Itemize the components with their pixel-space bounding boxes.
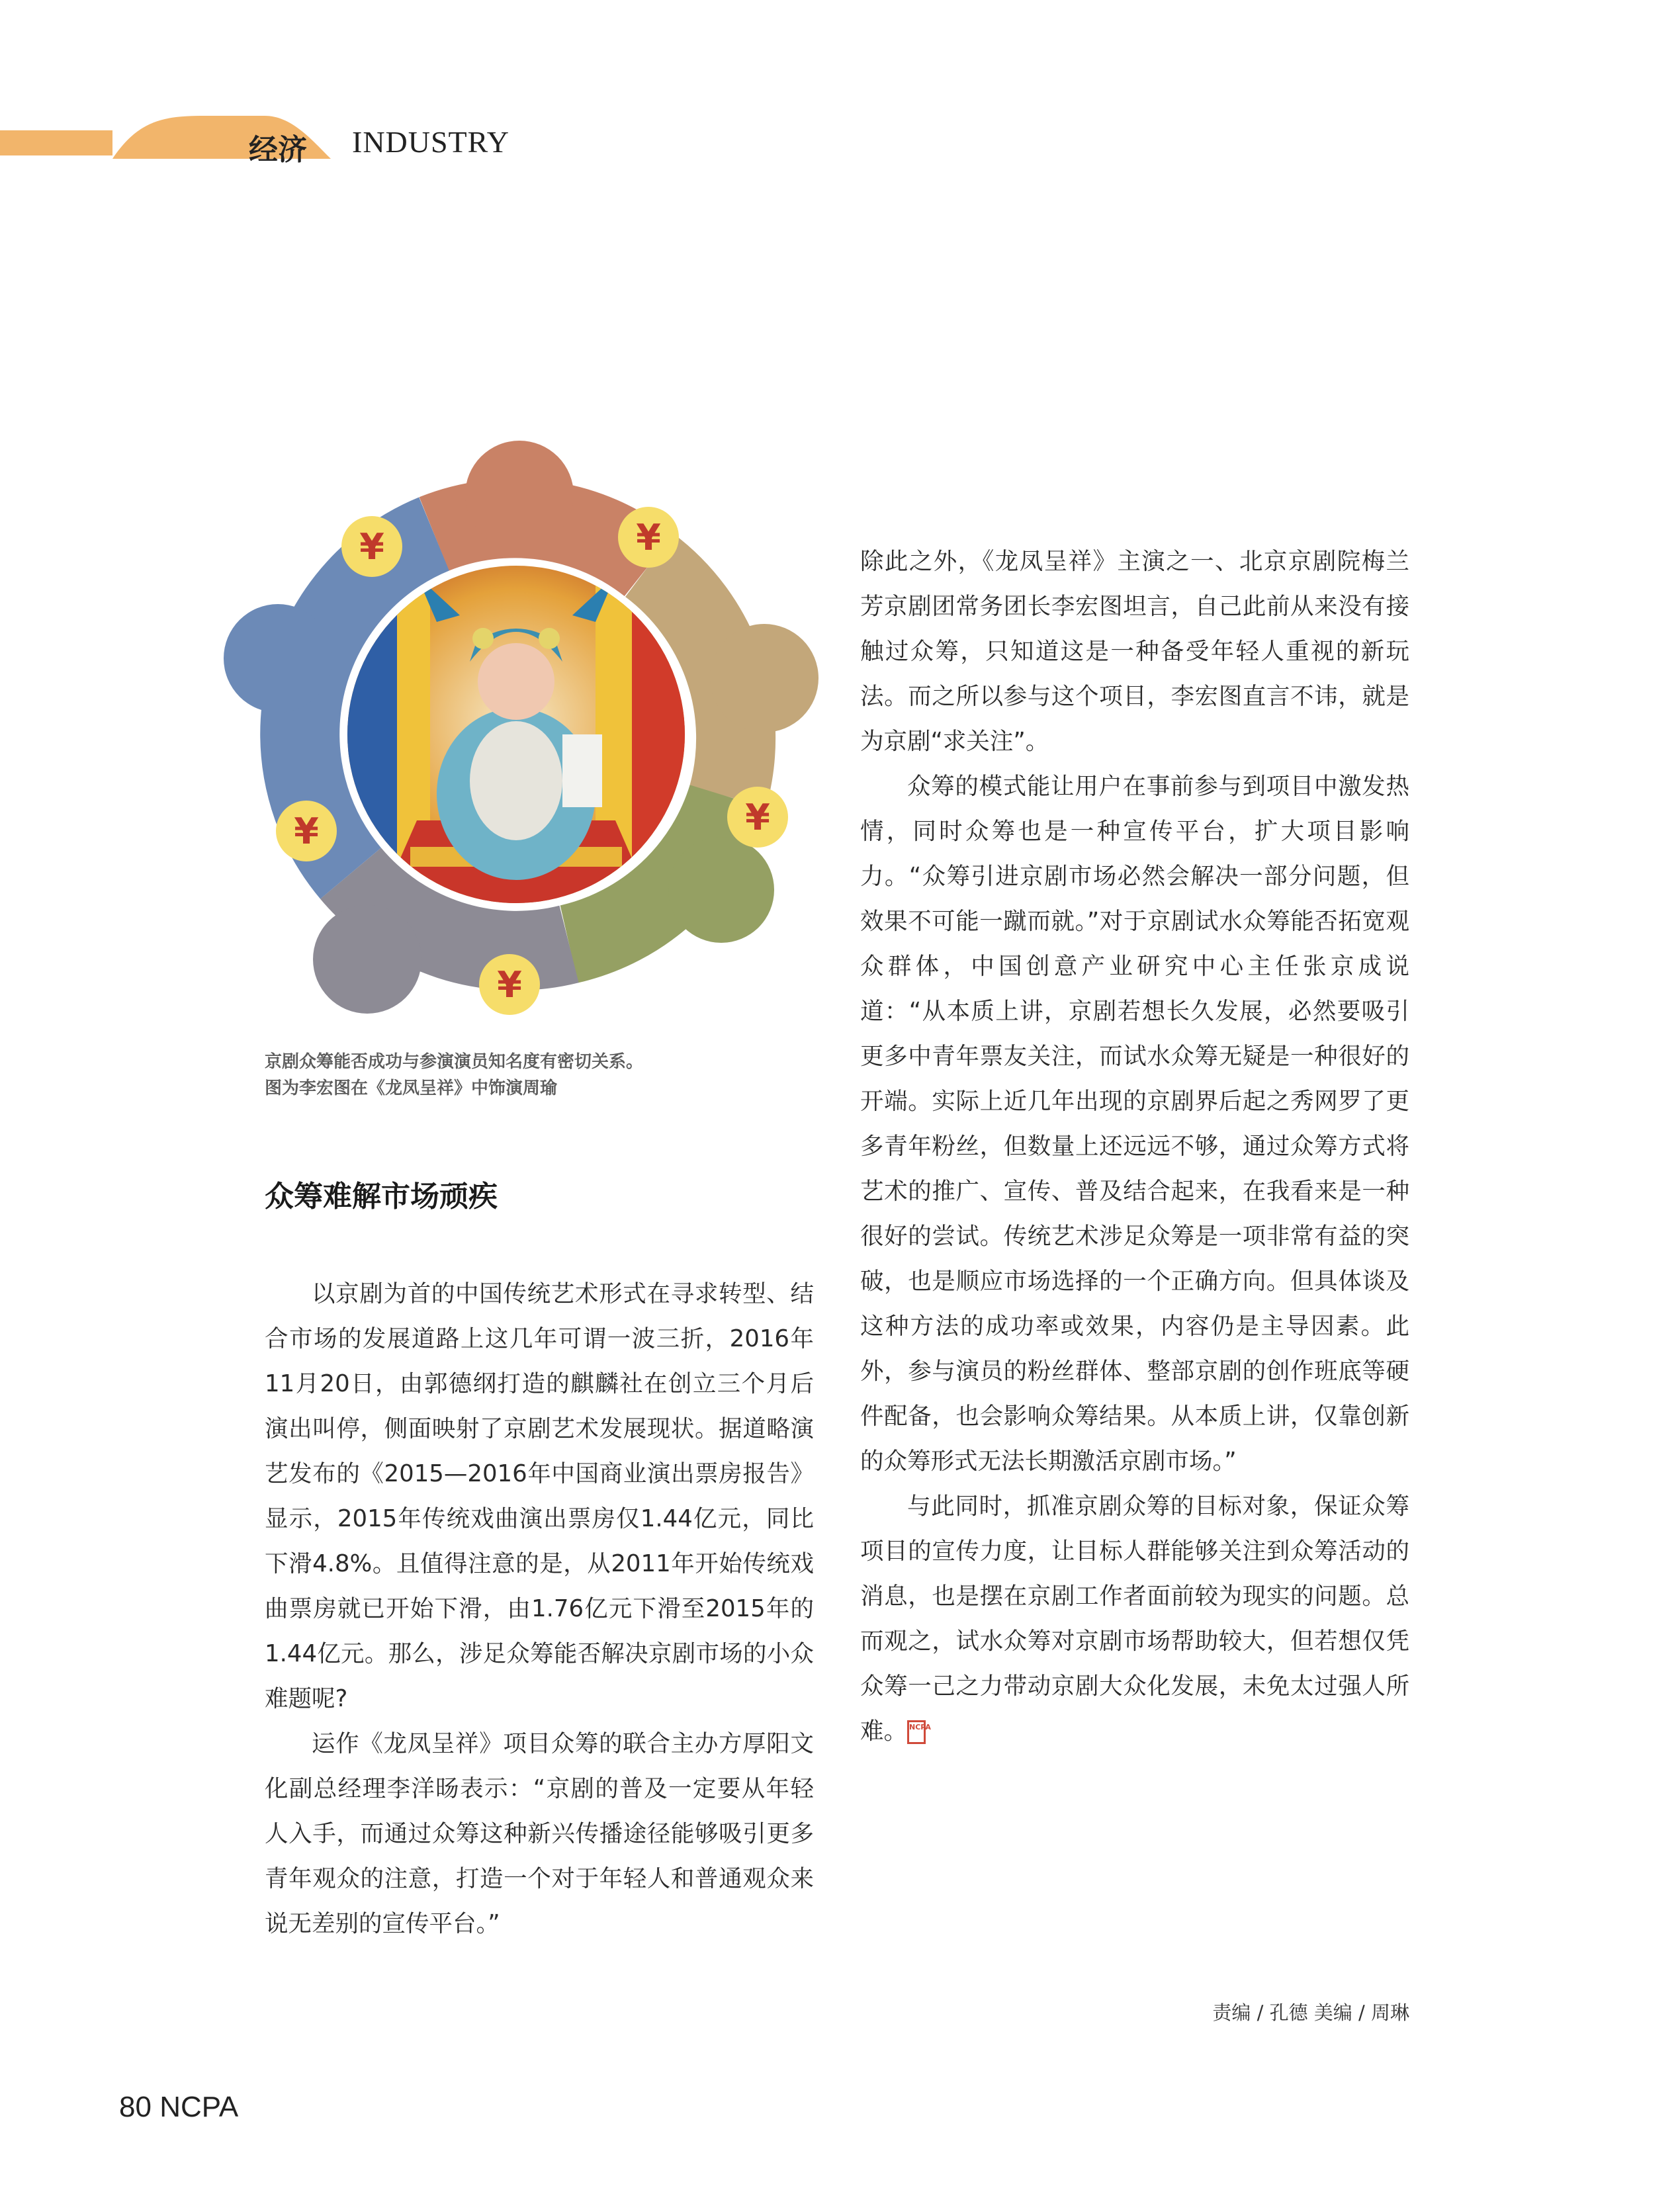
caption-line: 京剧众筹能否成功与参演演员知名度有密切关系。 [265, 1052, 644, 1072]
opera-photo-emblem [199, 423, 834, 1045]
left-column [265, 1272, 814, 1947]
yuan-coin-icon [727, 787, 788, 848]
photo-caption [265, 1049, 768, 1102]
ncpa-end-mark-icon: NCPA [907, 1720, 926, 1744]
body-paragraph [860, 1484, 1409, 1754]
svg-text:¥: ¥ [359, 526, 384, 568]
magazine-name: NCPA [159, 2091, 239, 2123]
svg-text:¥: ¥ [294, 810, 319, 852]
caption-line: 图为李宏图在《龙凤呈祥》中饰演周瑜 [265, 1078, 558, 1098]
page-folio [119, 2091, 238, 2124]
section-heading: 众筹难解市场顽疾 [265, 1180, 498, 1213]
section-label-en: INDUSTRY [352, 125, 510, 159]
body-paragraph: 众筹的模式能让用户在事前参与到项目中激发热情，同时众筹也是一种宣传平台，扩大项目影响力。“众筹引进京剧市场必然会解决一部分问题，但效果不可能一蹴而就。”对于京剧试水众筹能否拓宽观众群体，中国创意产业研究中心主任张京成说道：“从本质上讲，京剧若想长久发展，必然要吸引更多中青年票友关注，而试水众筹无疑是一种很好的开端。实际上近几年出现的京剧界后起之秀网罗了更多青年粉丝，但数量上还远远不够，通过众筹方式将艺术的推广、宣传、普及结合起来，在我看来是一种很好的尝试。传统艺术涉足众筹是一项非常有益的突破，也是顺应市场选择的一个正确方向。但具体谈及这种方法的成功率或效果，内容仍是主导因素。此外，参与演员的粉丝群体、整部京剧的创作班底等硬件配备，也会影响众筹结果。从本质上讲，仅靠创新的众筹形式无法长期激活京剧市场。” [860, 773, 1409, 1475]
svg-text:¥: ¥ [636, 517, 661, 558]
editor-credits: 责编 / 孔德 美编 / 周琳 [1212, 2001, 1409, 2024]
body-paragraph: 除此之外，《龙凤呈祥》主演之一、北京京剧院梅兰芳京剧团常务团长李宏图坦言，自己此前从来没有接触过众筹，只知道这是一种备受年轻人重视的新玩法。而之所以参与这个项目，李宏图直言不讳，就是为京剧“求关注”。 [860, 548, 1409, 755]
yuan-coin-icon [341, 516, 402, 577]
svg-text:¥: ¥ [745, 797, 770, 838]
yuan-coin-icon [618, 507, 679, 568]
yuan-coin-icon [479, 954, 540, 1015]
body-paragraph: 以京剧为首的中国传统艺术形式在寻求转型、结合市场的发展道路上这几年可谓一波三折，2016年11月20日，由郭德纲打造的麒麟社在创立三个月后演出叫停，侧面映射了京剧艺术发展现状。据道略演艺发布的《2015—2016年中国商业演出票房报告》显示，2015年传统戏曲演出票房仅1.44亿元，同比下滑4.8%。且值得注意的是，从2011年开始传统戏曲票房就已开始下滑，由1.76亿元下滑至2015年的1.44亿元。那么，涉足众筹能否解决京剧市场的小众难题呢? [265, 1280, 814, 1712]
svg-text:¥: ¥ [497, 964, 522, 1006]
last-paragraph-text: 与此同时，抓准京剧众筹的目标对象，保证众筹项目的宣传力度，让目标人群能够关注到众筹活动的消息，也是摆在京剧工作者面前较为现实的问题。总而观之，试水众筹对京剧市场帮助较大，但若想仅凭众筹一己之力带动京剧大众化发展，未免太过强人所难。 [860, 1493, 1409, 1745]
right-column [860, 539, 1409, 1754]
section-label-cn: 经济 [249, 133, 307, 167]
page-number: 80 [119, 2091, 152, 2123]
yuan-coin-icon [276, 801, 337, 861]
header-accent-bar [0, 130, 112, 155]
body-paragraph: 运作《龙凤呈祥》项目众筹的联合主办方厚阳文化副总经理李洋旸表示：“京剧的普及一定要从年轻人入手，而通过众筹这种新兴传播途径能够吸引更多青年观众的注意，打造一个对于年轻人和普通观众来说无差别的宣传平台。” [265, 1730, 814, 1937]
